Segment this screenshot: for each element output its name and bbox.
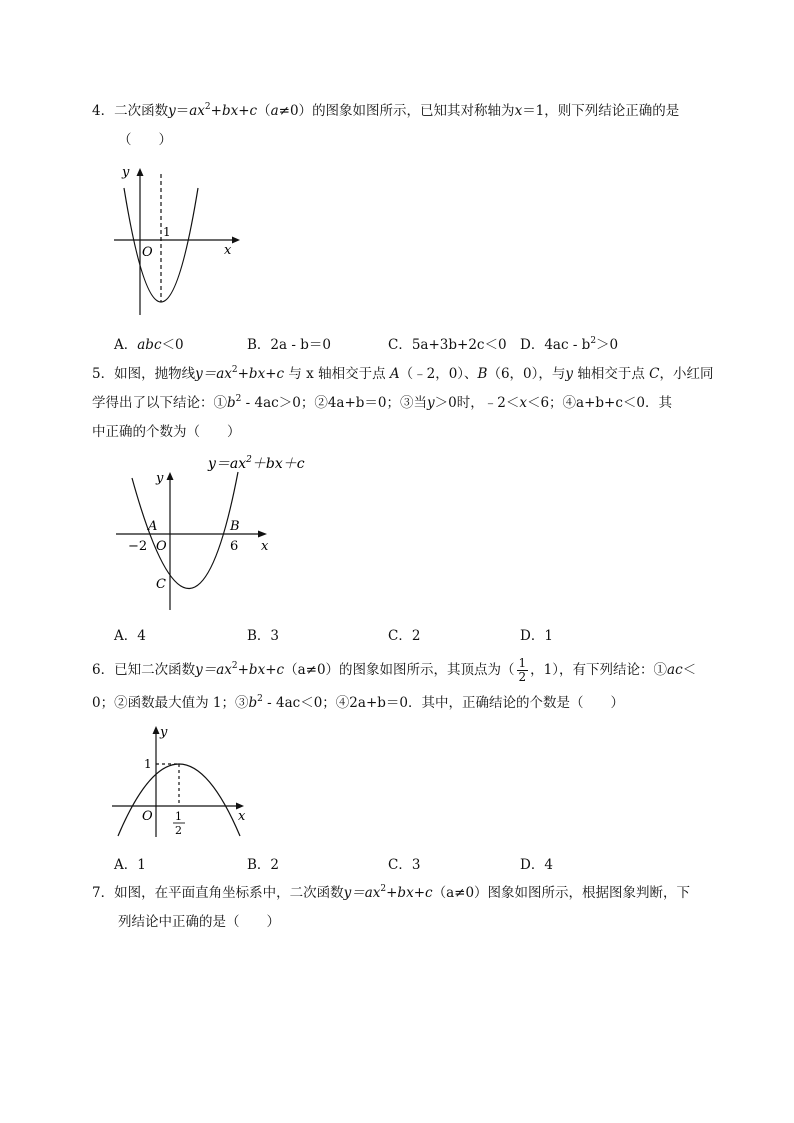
x-axis-arrow: [232, 237, 240, 244]
q5-parabola-graph: [112, 452, 305, 612]
option-b[interactable]: B．2a - b＝0: [247, 337, 331, 353]
y-label: y: [156, 471, 164, 486]
q6-options: [114, 853, 674, 873]
q4-parabola-graph: [108, 160, 248, 320]
y-axis-arrow: [153, 726, 160, 734]
option-d[interactable]: D．1: [520, 628, 553, 644]
origin-label: O: [156, 539, 167, 554]
vertex-fraction: $\frac{1}{2}$: [518, 656, 527, 684]
question-number: 7: [92, 885, 101, 901]
question-number: 5: [92, 366, 101, 382]
q5-options: [114, 624, 674, 644]
tick-1-label: 1: [144, 757, 152, 771]
tick-half-denominator: 2: [175, 824, 182, 837]
question-6-line-2: 0；②函数最大值为 1；$③b^2 - 4ac<0$；④2a+b＝0．其中，正确结论的个数是（ ）: [92, 694, 624, 711]
point-b-label: B: [230, 519, 240, 534]
x-label: x: [224, 243, 232, 258]
option-a[interactable]: A．4: [114, 628, 146, 644]
y-axis-arrow: [167, 472, 174, 480]
question-number: 4: [92, 103, 101, 119]
tick-6-label: 6: [230, 539, 239, 554]
y-axis-arrow: [137, 168, 144, 176]
option-c[interactable]: C．3: [388, 857, 421, 873]
x-axis-arrow: [258, 531, 267, 538]
origin-label: O: [142, 809, 153, 824]
question-5: [92, 360, 714, 447]
x-label: x: [261, 539, 269, 554]
question-5-line-3: 中正确的个数为（ ）: [92, 424, 241, 440]
question-5-line-1: 5．如图，抛物线$y=ax^2+bx+c$ 与 x 轴相交于点 A（﹣2，0）、B（6，0），与y 轴相交于点 C，小红同: [92, 365, 714, 382]
question-4: [92, 97, 704, 155]
point-c-label: C: [156, 577, 166, 592]
option-b[interactable]: B．2: [247, 857, 280, 873]
x-label: x: [238, 809, 246, 824]
tick-neg2-label: −2: [128, 539, 148, 554]
option-a[interactable]: A．abc＜0: [114, 337, 184, 353]
q6-parabola-graph: [108, 722, 258, 852]
question-7-line-2: 列结论中正确的是（ ）: [118, 914, 280, 930]
option-c[interactable]: C．2: [388, 628, 421, 644]
option-d[interactable]: D．4: [520, 857, 553, 873]
question-6: [92, 651, 704, 718]
tick-1-label: 1: [163, 225, 171, 239]
option-b[interactable]: B．3: [247, 628, 280, 644]
graph-title: $y=ax^2+bx+c$: [208, 455, 305, 472]
answer-paren: （ ）: [118, 132, 172, 148]
question-4-stem: 4．二次函数$y=ax^2+bx+c(a\ne 0)$的图象如图所示，已知其对称轴为x＝1，则下列结论正确的是: [92, 102, 680, 119]
option-a[interactable]: A．1: [114, 857, 146, 873]
y-label: y: [160, 725, 168, 740]
question-7-line-1: 7．如图，在平面直角坐标系中，二次函数$y=ax^2+bx+c(a\ne 0)$图象如图所示，根据图象判断，下: [92, 884, 691, 901]
question-5-line-2: 学得出了以下结论：$①b^2 - 4ac>0$；②4a+b＝0；③当y＞0时，﹣2＜x＜6；④a+b+c＜0．其: [92, 394, 673, 411]
y-label: y: [122, 165, 130, 180]
tick-half-numerator: 1: [175, 810, 182, 823]
q4-options: [114, 333, 674, 353]
origin-label: O: [142, 245, 153, 260]
option-c[interactable]: C．5a+3b+2c＜0: [388, 337, 507, 353]
point-a-label: A: [148, 519, 158, 534]
question-6-line-1: 6．已知二次函数$y=ax^2+bx+c(a\ne 0)$的图象如图所示，其顶点为（ $\frac{1}{2}$ ，1），有下列结论：①ac＜: [92, 656, 697, 684]
option-d[interactable]: D．$4ac - b^2>0$: [520, 336, 619, 353]
question-number: 6: [92, 662, 101, 678]
question-7: [92, 879, 704, 937]
